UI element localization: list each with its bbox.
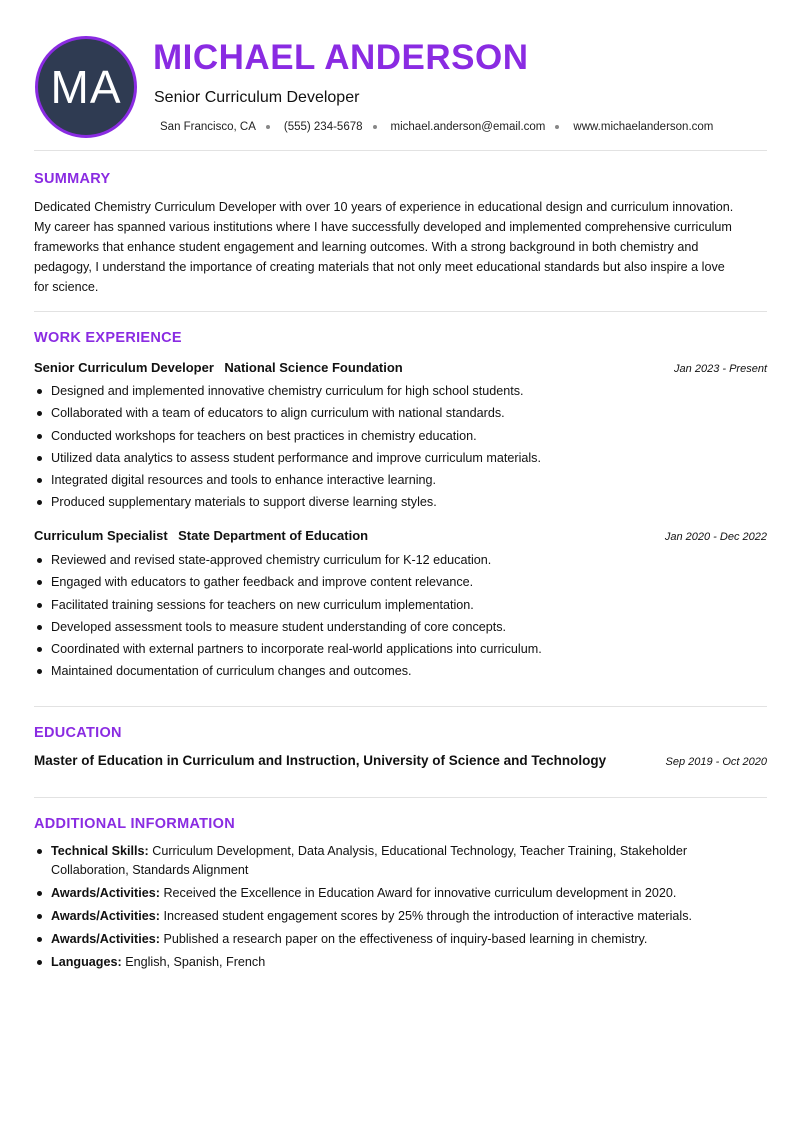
item-label: Awards/Activities:: [51, 932, 160, 946]
education-date: Sep 2019 - Oct 2020: [665, 756, 767, 768]
item-text: Curriculum Development, Data Analysis, Educational Technology, Teacher Training, Stakeholder Collaboration, Standards Alignment: [51, 844, 688, 877]
education-entry: [34, 753, 767, 768]
candidate-name: MICHAEL ANDERSON: [153, 38, 529, 77]
separator-dot-icon: [373, 125, 377, 129]
job-bullets: [34, 380, 767, 514]
divider: [34, 797, 767, 798]
contact-bar: [160, 121, 713, 133]
additional-info-list: [34, 842, 767, 976]
degree: Master of Education in Curriculum and Instruction, University of Science and Technology: [34, 753, 607, 768]
list-item: Collaborated with a team of educators to align curriculum with national standards.: [34, 402, 767, 424]
list-item: [34, 907, 767, 926]
list-item: Developed assessment tools to measure student understanding of core concepts.: [34, 616, 767, 638]
job-organization: National Science Foundation: [224, 360, 403, 375]
summary-text: Dedicated Chemistry Curriculum Developer with over 10 years of experience in educational design and curriculum innovation. My career has spanned various institutions where I have successfully developed and implemented comprehensive curriculum frameworks that enhance student engagement and learning outcomes. With a strong background in both chemistry and pedagogy, I understand the importance of creating materials that not only meet educational standards but also inspire a love for science.: [34, 200, 734, 294]
list-item: Designed and implemented innovative chemistry curriculum for high school students.: [34, 380, 767, 402]
contact-phone: (555) 234-5678: [283, 121, 363, 133]
list-item: Facilitated training sessions for teachers on new curriculum implementation.: [34, 594, 767, 616]
item-text: Published a research paper on the effectiveness of inquiry-based learning in chemistry.: [163, 932, 648, 946]
job-organization: State Department of Education: [178, 528, 369, 543]
separator-dot-icon: [555, 125, 559, 129]
list-item: Maintained documentation of curriculum changes and outcomes.: [34, 660, 767, 682]
item-label: Languages:: [51, 955, 122, 969]
avatar: [35, 36, 137, 138]
list-item: [34, 930, 767, 949]
item-text: English, Spanish, French: [125, 955, 266, 969]
list-item: [34, 884, 767, 903]
list-item: Utilized data analytics to assess student performance and improve curriculum materials.: [34, 447, 767, 469]
list-item: Engaged with educators to gather feedback and improve content relevance.: [34, 571, 767, 593]
job-date: Jan 2020 - Dec 2022: [664, 531, 767, 543]
job-role: Curriculum Specialist: [34, 528, 168, 543]
item-label: Technical Skills:: [51, 844, 149, 858]
list-item: Integrated digital resources and tools to enhance interactive learning.: [34, 469, 767, 491]
list-item: Reviewed and revised state-approved chemistry curriculum for K-12 education.: [34, 549, 767, 571]
divider: [34, 706, 767, 707]
divider: [34, 311, 767, 312]
item-text: Increased student engagement scores by 25% through the introduction of interactive materials.: [163, 909, 692, 923]
work-experience-heading: WORK EXPERIENCE: [34, 330, 182, 346]
item-text: Received the Excellence in Education Award for innovative curriculum development in 2020.: [163, 886, 677, 900]
item-label: Awards/Activities:: [51, 886, 160, 900]
job-role: Senior Curriculum Developer: [34, 360, 214, 375]
list-item: Produced supplementary materials to support diverse learning styles.: [34, 491, 767, 513]
contact-website[interactable]: www.michaelanderson.com: [573, 121, 714, 133]
contact-location: San Francisco, CA: [160, 121, 256, 133]
contact-email[interactable]: michael.anderson@email.com: [390, 121, 546, 133]
job-header: [34, 359, 767, 377]
summary-heading: SUMMARY: [34, 171, 111, 187]
list-item: Coordinated with external partners to incorporate real-world applications into curriculum.: [34, 638, 767, 660]
job-header: [34, 527, 767, 545]
list-item: Conducted workshops for teachers on best practices in chemistry education.: [34, 425, 767, 447]
divider: [34, 150, 767, 151]
avatar-initials: MA: [50, 61, 122, 113]
list-item: [34, 842, 767, 880]
job-date: Jan 2023 - Present: [674, 363, 767, 375]
job-bullets: [34, 549, 767, 683]
list-item: [34, 953, 767, 972]
education-heading: EDUCATION: [34, 725, 122, 741]
separator-dot-icon: [266, 125, 270, 129]
additional-info-heading: ADDITIONAL INFORMATION: [34, 816, 235, 832]
item-label: Awards/Activities:: [51, 909, 160, 923]
job-title: Senior Curriculum Developer: [154, 89, 360, 106]
